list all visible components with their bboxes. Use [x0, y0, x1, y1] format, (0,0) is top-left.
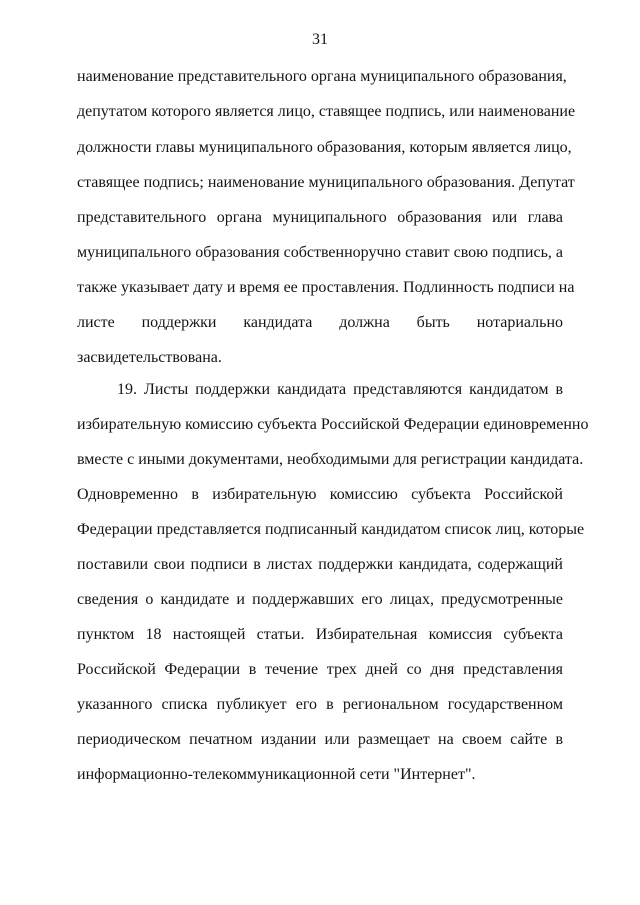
text-line: должности главы муниципального образования, которым является лицо, — [77, 139, 572, 156]
text-line: представительного органа муниципального образования или глава — [77, 209, 563, 226]
text-line: Федерации представляется подписанный кандидатом список лиц, которые — [77, 521, 585, 538]
text-line: сведения о кандидате и поддержавших его лицах, предусмотренные — [77, 591, 563, 608]
page-number: 31 — [312, 31, 328, 48]
text-line: листе поддержки кандидата должна быть нотариально — [77, 314, 563, 331]
text-line: Российской Федерации в течение трех дней со дня представления — [77, 661, 563, 678]
text-line: указанного списка публикует его в региональном государственном — [77, 696, 563, 713]
paragraph-start-line: 19. Листы поддержки кандидата представляются кандидатом в — [117, 381, 563, 398]
text-line: также указывает дату и время ее проставления. Подлинность подписи на — [77, 279, 575, 296]
text-line: Одновременно в избирательную комиссию субъекта Российской — [77, 486, 563, 503]
text-line: депутатом которого является лицо, ставящее подпись, или наименование — [77, 103, 576, 120]
text-line: избирательную комиссию субъекта Российской Федерации единовременно — [77, 416, 589, 433]
text-line: поставили свои подписи в листах поддержки кандидата, содержащий — [77, 556, 563, 573]
text-line: периодическом печатном издании или размещает на своем сайте в — [77, 731, 563, 748]
text-line: муниципального образования собственноручно ставит свою подпись, а — [77, 244, 563, 261]
text-line: пунктом 18 настоящей статьи. Избирательная комиссия субъекта — [77, 626, 563, 643]
text-line: ставящее подпись; наименование муниципального образования. Депутат — [77, 174, 575, 191]
text-line: засвидетельствована. — [77, 349, 222, 366]
text-line: информационно-телекоммуникационной сети "Интернет". — [77, 766, 476, 783]
text-line: вместе с иными документами, необходимыми для регистрации кандидата. — [77, 451, 584, 468]
text-line: наименование представительного органа муниципального образования, — [77, 68, 567, 85]
